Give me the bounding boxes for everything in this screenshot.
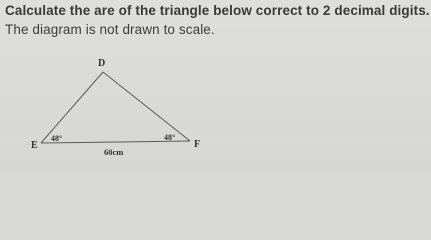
diagram-note: The diagram is not drawn to scale. xyxy=(5,22,215,37)
base-length-label: 60cm xyxy=(104,147,124,157)
vertex-label-e: E xyxy=(31,140,38,151)
question-text: Calculate the are of the triangle below correct to 2 decimal digits. xyxy=(5,3,430,18)
vertex-label-d: D xyxy=(98,58,106,69)
side-df xyxy=(103,72,190,141)
angle-label-f: 48° xyxy=(164,133,176,142)
vertex-label-f: F xyxy=(194,139,201,150)
angle-label-e: 48° xyxy=(51,134,63,143)
side-de xyxy=(41,72,103,143)
